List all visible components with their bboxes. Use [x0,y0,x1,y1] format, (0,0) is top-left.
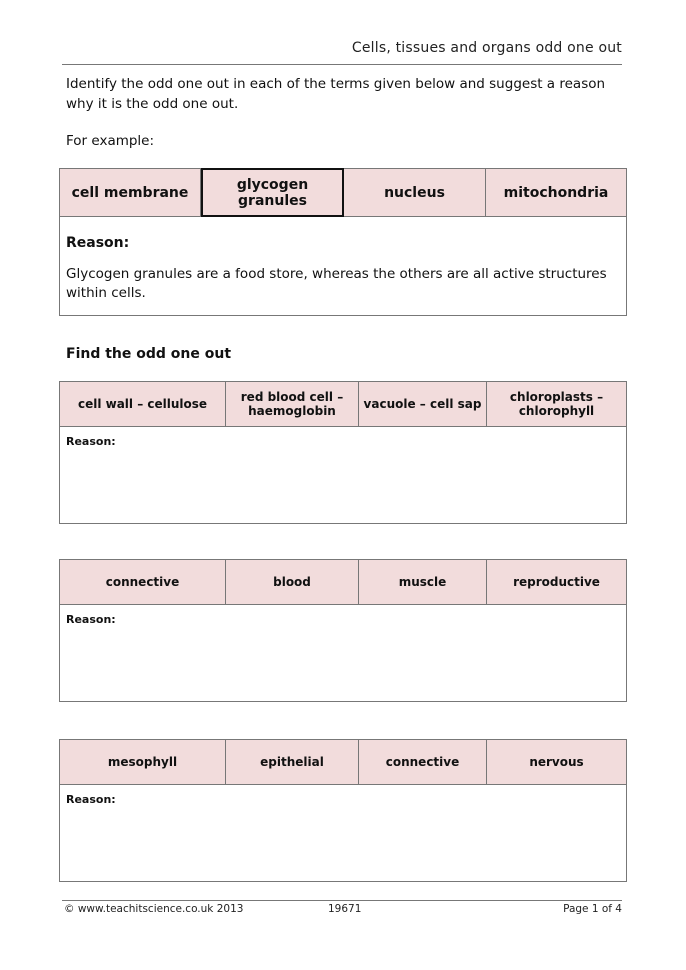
term: mesophyll [60,740,226,784]
term: connective [60,560,226,604]
question-table-2 [59,559,627,702]
footer-page-number: Page 1 of 4 [563,903,622,915]
term: nervous [529,755,584,769]
reason-text: Glycogen granules are a food store, whereas the others are all active structures within cells. [66,266,607,301]
reason-answer-area[interactable] [60,785,626,814]
reason-answer-area[interactable] [60,605,626,634]
example-terms-row [60,169,626,217]
term: vacuole – cell sap [359,382,487,426]
terms-row [60,382,626,427]
reason-label: Reason: [66,435,116,448]
example-reason [60,217,626,321]
term: connective [359,740,487,784]
page-header-title: Cells, tissues and organs odd one out [351,40,622,56]
example-term: nucleus [344,169,486,216]
footer-copyright: © www.teachitscience.co.uk 2013 [64,903,244,915]
term: blood [226,560,359,604]
terms-row [60,560,626,605]
term: chloroplasts – chlorophyll [509,390,604,418]
question-table-1 [59,381,627,524]
term: epithelial [226,740,359,784]
reason-label: Reason: [66,235,130,251]
footer-code: 19671 [328,903,362,915]
example-label: For example: [66,133,155,149]
example-term-selected: glycogen granules [201,168,344,217]
reason-label: Reason: [66,793,116,806]
terms-row [60,740,626,785]
example-term: mitochondria [503,184,609,201]
reason-answer-area[interactable] [60,427,626,456]
term: muscle [359,560,487,604]
example-table [59,168,627,316]
term: reproductive [513,575,600,589]
footer-rule [62,900,622,901]
section-title: Find the odd one out [66,346,232,362]
intro-text: Identify the odd one out in each of the terms given below and suggest a reason why it is the odd one out. [66,76,606,112]
header-rule [62,64,622,65]
term: cell wall – cellulose [60,382,226,426]
term: red blood cell – haemoglobin [226,382,359,426]
question-table-3 [59,739,627,882]
example-term: cell membrane [60,169,201,216]
reason-label: Reason: [66,613,116,626]
